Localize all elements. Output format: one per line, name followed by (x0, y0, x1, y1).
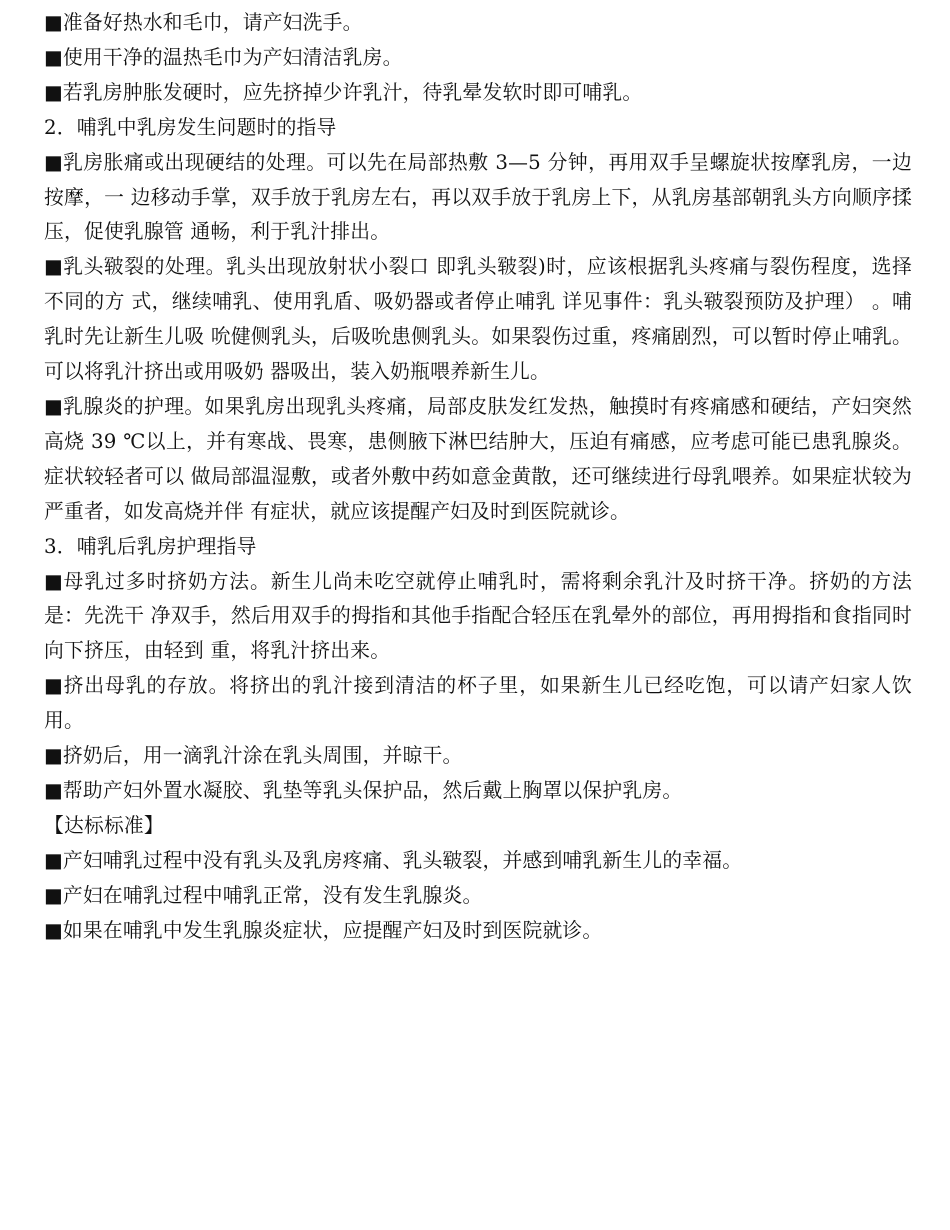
paragraph-clean-breast: ■使用干净的温热毛巾为产妇清洁乳房。 (44, 45, 403, 69)
paragraph-nipple-fissure: ■乳头皲裂的处理。乳头出现放射状小裂口 即乳头皲裂)时，应该根据乳头疼痛与裂伤程度，选择不同的方 式，继续哺乳、使用乳盾、吸奶器或者停止哺乳 详见事件：乳头皲裂预防及护理） 。哺乳时先让新生儿吸 吮健侧乳头，后吸吮患侧乳头。如果裂伤过重，疼痛剧烈，可以暂时停止哺乳。可以将乳汁挤出或用吸奶 器吸出，装入奶瓶喂养新生儿。 (44, 255, 912, 384)
paragraph-standard-no-pain: ■产妇哺乳过程中没有乳头及乳房疼痛、乳头皲裂，并感到哺乳新生儿的幸福。 (44, 848, 743, 872)
paragraph-standard-hospital: ■如果在哺乳中发生乳腺炎症状，应提醒产妇及时到医院就诊。 (44, 918, 603, 942)
section-heading-2: 2．哺乳中乳房发生问题时的指导 (44, 115, 337, 139)
paragraph-engorgement: ■乳房胀痛或出现硬结的处理。可以先在局部热敷 3—5 分钟，再用双手呈螺旋状按摩乳房，一边按摩，一 边移动手掌，双手放于乳房左右，再以双手放于乳房上下，从乳房基部朝乳头方向顺序揉压，促使乳腺管 通畅，利于乳汁排出。 (44, 150, 912, 244)
paragraph-after-expressing: ■挤奶后，用一滴乳汁涂在乳头周围，并晾干。 (44, 744, 463, 768)
paragraph-milk-storage: ■挤出母乳的存放。将挤出的乳汁接到清洁的杯子里，如果新生儿已经吃饱，可以请产妇家人饮用。 (44, 674, 912, 733)
paragraph-nipple-protection: ■帮助产妇外置水凝胶、乳垫等乳头保护品，然后戴上胸罩以保护乳房。 (44, 778, 683, 802)
section-heading-3: 3．哺乳后乳房护理指导 (44, 534, 257, 558)
paragraph-swelling: ■若乳房肿胀发硬时，应先挤掉少许乳汁，待乳晕发软时即可哺乳。 (44, 80, 643, 104)
section-heading-standards: 【达标标准】 (44, 813, 164, 837)
paragraph-expressing-milk: ■母乳过多时挤奶方法。新生儿尚未吃空就停止哺乳时，需将剩余乳汁及时挤干净。挤奶的方法是：先洗干 净双手，然后用双手的拇指和其他手指配合轻压在乳晕外的部位，再用拇指和食指同时向下挤压，由轻到 重，将乳汁挤出来。 (44, 569, 912, 663)
paragraph-standard-normal: ■产妇在哺乳过程中哺乳正常，没有发生乳腺炎。 (44, 883, 483, 907)
paragraph-prep-water-towel: ■准备好热水和毛巾，请产妇洗手。 (44, 11, 363, 34)
document-page (44, 6, 912, 948)
paragraph-mastitis: ■乳腺炎的护理。如果乳房出现乳头疼痛，局部皮肤发红发热，触摸时有疼痛感和硬结，产妇突然高烧 39 ℃以上，并有寒战、畏寒，患侧腋下淋巴结肿大，压迫有痛感，应考虑可能已患乳腺炎。症状较轻者可以 做局部温湿敷，或者外敷中药如意金黄散，还可继续进行母乳喂养。如果症状较为严重者，如发高烧并伴 有症状，就应该提醒产妇及时到医院就诊。 (44, 394, 912, 523)
